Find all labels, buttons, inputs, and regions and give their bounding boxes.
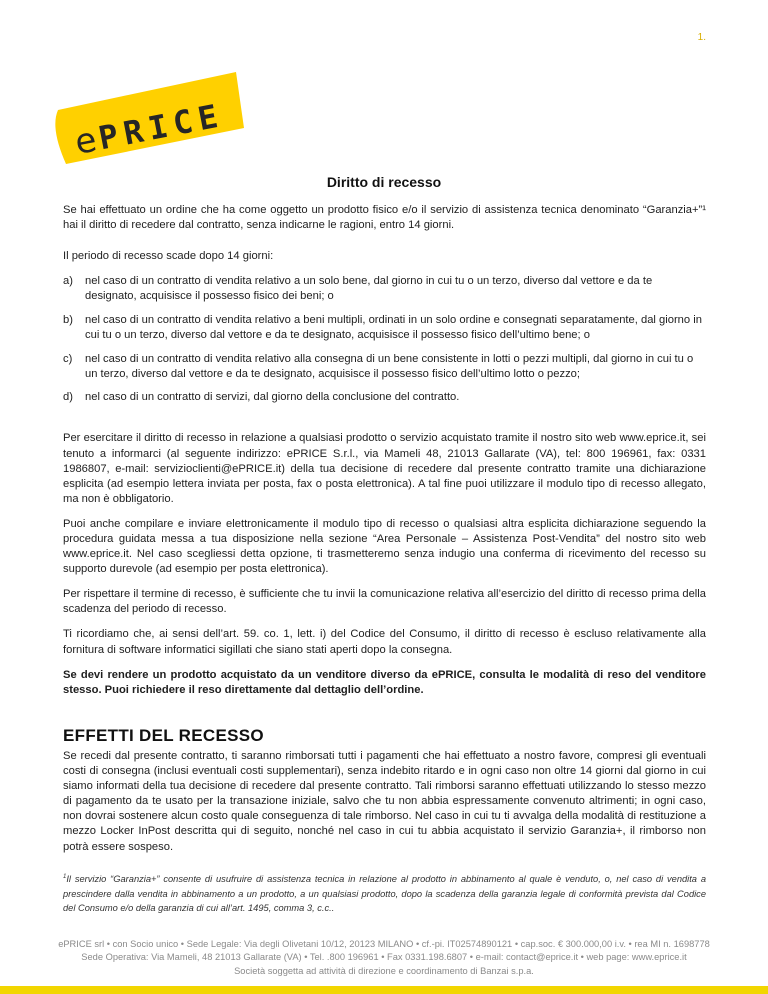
footer-line: ePRICE srl • con Socio unico • Sede Legale: Via degli Olivetani 10/12, 20123 MILANO • cf.-pi. IT02574890121 • cap.soc. € 300.000,00 i.v. • rea MI n. 1698778 [58, 939, 710, 949]
list-item: b) nel caso di un contratto di vendita relativo a beni multipli, ordinati in un solo ordine e consegnati separatamente, dal giorno in cui tu o un terzo, diverso dal vettore e da te designato, acquisisce il possesso fisico dell’ultimo bene; o [63, 313, 702, 342]
footnote: $^1$Il servizio “Garanzia+” consente di usufruire di assistenza tecnica in relazione al prodotto in abbinamento al quale è venduto, o, nel caso di vendita a prescindere dalla vendita in abbinamento a un prodotto, a un qualsiasi prodotto, dopo la scadenza della garanzia legale di conformità prevista dal Codice del Consumo e/o della garanzia di cui all’art. 1495, comma 3, c.c.. [63, 874, 706, 914]
svg-text:e: e [71, 119, 100, 163]
period-intro: Il periodo di recesso scade dopo 14 giorni: [63, 250, 274, 263]
bottom-accent-bar [0, 986, 768, 994]
deadline-paragraph: Per rispettare il termine di recesso, è sufficiente che tu invii la comunicazione relativa all’esercizio del diritto di recesso prima della scadenza del periodo di recesso. [63, 588, 706, 616]
document-title: Diritto di recesso [326, 174, 442, 190]
withdrawal-instructions-paragraph: Per esercitare il diritto di recesso in relazione a qualsiasi prodotto o servizio acquistato tramite il nostro sito web www.eprice.it, sei tenuto a informarci (al seguente indirizzo: ePRICE S.r.l., via Mameli 48, 21013 Gallarate (VA), tel: 800 196961, fax: 0331 1986807, e-mail: servizioclienti@ePRICE.it) della tua decisione di recedere dal presente contratto tramite una dichiarazione esplicita (ad esempio lettera inviata per posta, fax o posta elettronica). A tal fine puoi utilizzare il modulo tipo di recesso allegato, ma non è obbligatorio. [63, 432, 706, 505]
list-item: c) nel caso di un contratto di vendita relativo alla consegna di un bene consistente in lotti o pezzi multipli, dal giorno in cui tu o un terzo, diverso dal vettore e da te designato, acquisisce il possesso fisico dell’ultimo lotto o pezzo; [63, 352, 694, 380]
document-body [63, 203, 706, 865]
company-footer [0, 938, 768, 978]
svg-text:PRICE: PRICE [95, 95, 227, 158]
footer-line: Sede Operativa: Via Mameli, 48 21013 Gallarate (VA) • Tel. .800 196961 • Fax 0331.198.6807 • e-mail: contact@eprice.it • web page: www.eprice.it [81, 952, 687, 963]
period-list [63, 274, 706, 405]
footer-line: Società soggetta ad attività di direzione e coordinamento di Banzai s.p.a. [234, 965, 534, 976]
intro-paragraph: Se hai effettuato un ordine che ha come oggetto un prodotto fisico e/o il servizio di assistenza tecnica denominato “Garanzia+”¹ hai il diritto di recedere dal contratto, senza indicarne le ragioni, entro 14 giorni. [63, 204, 706, 232]
list-item: a) nel caso di un contratto di vendita relativo a un solo bene, dal giorno in cui tu o un terzo, diverso dal vettore e da te designato, acquisisce il possesso fisico dei beni; o [63, 275, 653, 303]
exclusion-paragraph: Ti ricordiamo che, ai sensi dell’art. 59. co. 1, lett. i) del Codice del Consumo, il diritto di recesso è escluso relativamente alla fornitura di software informatici sigillati che siano stati aperti dopo la consegna. [63, 628, 706, 656]
page-number: 1. [697, 32, 706, 43]
section-heading-effects: EFFETTI DEL RECESSO [63, 725, 264, 745]
eprice-logo [48, 68, 248, 168]
effects-paragraph: Se recedi dal presente contratto, ti saranno rimborsati tutti i pagamenti che hai effettuato a nostro favore, compresi gli eventuali costi di consegna (inclusi eventuali costi supplementari), senza indebito ritardo e in ogni caso non oltre 14 giorni dal giorno in cui siamo informati della tua decisione di recedere dal presente contratto. Tali rimborsi saranno effettuati utilizzando lo stesso mezzo di pagamento da te usato per la transazione iniziale, salvo che tu non abbia espressamente convenuto altrimenti; in ogni caso, non dovrai sostenere alcun costo quale conseguenza di tale rimborso. Nel caso in cui tu ti avvalga della modalità di restituzione a mezzo Locker InPost descritta qui di seguito, nonché nel caso in cui tu abbia acquistato il servizio Garanzia+, il rimborso non potrà essere sospeso. [63, 749, 706, 853]
online-form-paragraph: Puoi anche compilare e inviare elettronicamente il modulo tipo di recesso o qualsiasi altra esplicita dichiarazione seguendo la procedura guidata messa a tua disposizione nella sezione “Area Personale – Assistenza Post-Vendita” del nostro sito web www.eprice.it. Nel caso scegliessi detta opzione, ti trasmetteremo senza indugio una conferma di ricevimento del recesso su supporto durevole (ad esempio per posta elettronica). [63, 517, 706, 576]
third-party-seller-note: Se devi rendere un prodotto acquistato da un venditore diverso da ePRICE, consulta le modalità di reso del venditore stesso. Puoi richiedere il reso direttamente dal dettaglio dell’ordine. [63, 668, 706, 696]
list-item: d) nel caso di un contratto di servizi, dal giorno della conclusione del contratto. [63, 391, 460, 404]
